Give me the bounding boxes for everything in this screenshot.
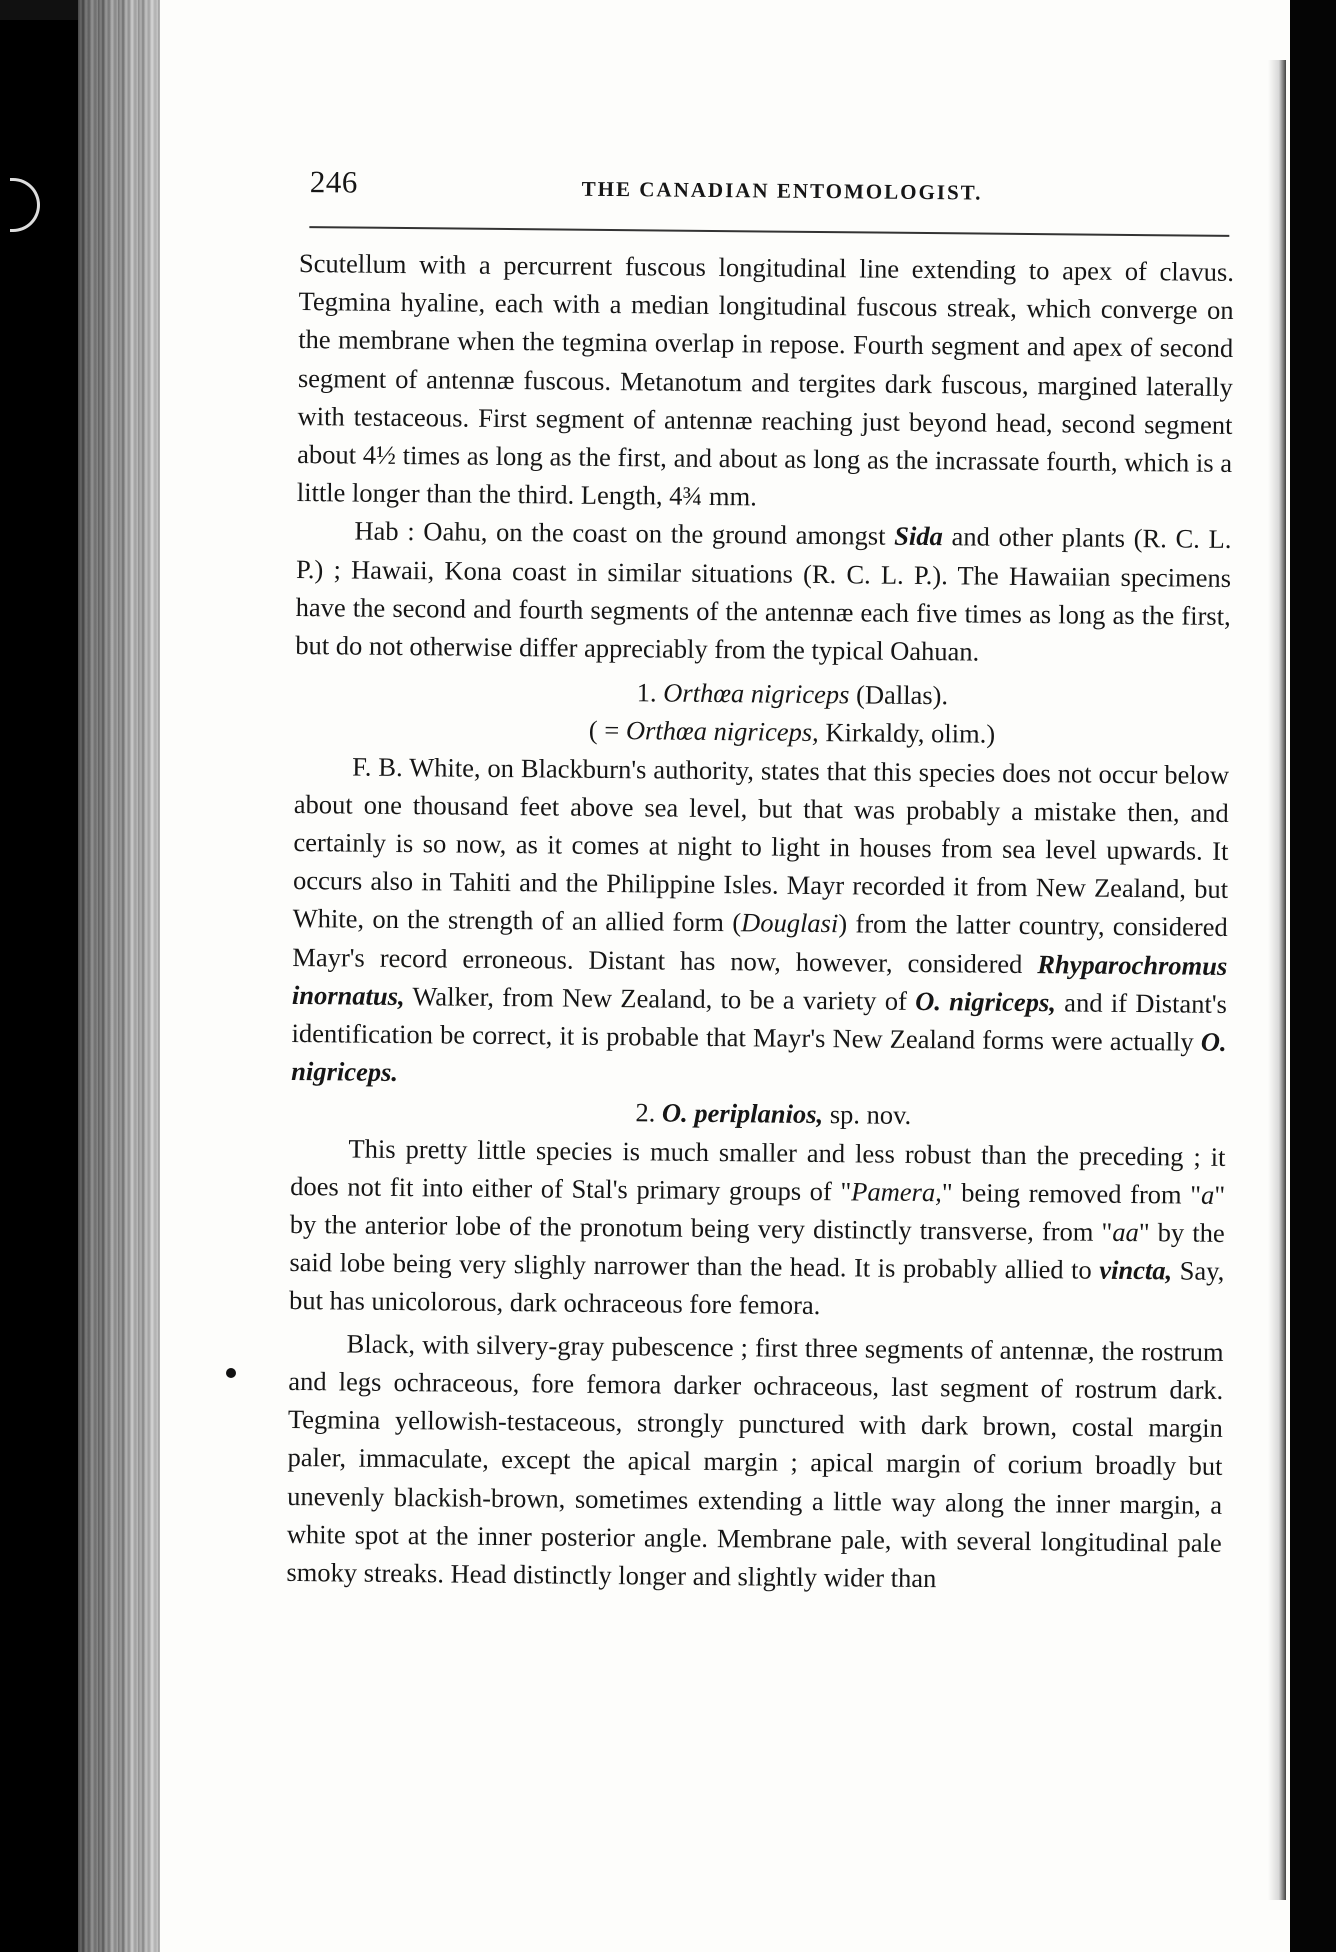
species-number: 2.	[635, 1097, 663, 1128]
paragraph-text: " being removed from "	[941, 1177, 1202, 1210]
taxon-name: Rhyparochromus inornatus,	[291, 948, 1228, 1011]
page-edge-shadow	[1268, 60, 1286, 1900]
paragraph-text: ) from the latter country, considered Mayr's record erroneous. Distant has now, however, considered	[292, 908, 1228, 979]
taxon-status: sp. nov.	[823, 1099, 912, 1131]
taxon-name: O. periplanios,	[661, 1097, 824, 1130]
taxon-name: vincta,	[1099, 1255, 1173, 1286]
taxon-name: Orthœa nigriceps,	[625, 715, 819, 748]
synonym-prefix: ( =	[588, 715, 627, 746]
taxon-name: Pamera,	[851, 1176, 942, 1208]
taxon-name: Douglasi	[740, 907, 839, 939]
paragraph-habitat	[295, 511, 1231, 673]
paragraph-text: Walker, from New Zealand, to be a variety of	[404, 980, 916, 1016]
scan-right-border	[1290, 0, 1336, 1952]
page-text	[286, 160, 1235, 1600]
margin-dot	[226, 1368, 236, 1378]
paragraph-text: " by the anterior lobe of the pronotum being very distinctly transverse, from "	[289, 1179, 1226, 1247]
margin-mark	[10, 178, 40, 232]
page-header	[300, 160, 1235, 213]
gutter-shadow	[78, 0, 164, 1952]
paragraph-text: Scutellum with a percurrent fuscous longitudinal line extending to apex of clavus. Tegmina hyaline, each with a median longitudinal fuscous streak, which converge on the membrane when the tegmina overlap in repose. Fourth segment and apex of second segment of antennæ fuscous. Metanotum and tergites dark fuscous, margined laterally with testaceous. First segment of antennæ reaching just beyond head, second segment about 4½ times as long as the first, and about as long as the incrassate fourth, which is a little longer than the third. Length, 4¾ mm.	[296, 247, 1235, 512]
paragraph-description-end	[297, 244, 1235, 520]
paragraph-text: and other plants (R. C. L. P.) ; Hawaii, Kona coast in similar situations (R. C. L. P.). The Hawaiian specimens have the second and fourth segments of the antennæ each five times as long as the first, but do not otherwise differ appreciably from the typical Oahuan.	[295, 521, 1232, 667]
paragraph-text: Say, but has unicolorous, dark ochraceous fore femora.	[288, 1255, 1225, 1321]
taxon-author: (Dallas).	[849, 679, 949, 711]
taxon-name: O. nigriceps,	[915, 985, 1057, 1018]
taxon-name: Sida	[894, 521, 943, 552]
page-number: 246	[309, 164, 358, 200]
paragraph-text: and if Distant's identification be correct, it is probable that Mayr's New Zealand forms were actually	[291, 987, 1228, 1057]
synonym-author: Kirkaldy, olim.)	[818, 717, 996, 750]
paragraph-distribution	[291, 747, 1229, 1100]
taxon-name: Orthœa nigriceps	[663, 677, 850, 710]
paragraph-text: Black, with silvery-gray pubescence ; first three segments of antennæ, the rostrum and legs ochraceous, fore femora darker ochraceous, last segment of rostrum dark. Tegmina yellowish-testaceous, strongly punctured with dark brown, costal margin paler, immaculate, except the apical margin ; apical margin of corium broadly but unevenly blackish-brown, sometimes extending a little way along the inner margin, a white spot at the inner posterior angle. Membrane pale, with several longitudinal pale smoky streaks. Head distinctly longer and slightly wider than	[286, 1328, 1224, 1594]
paragraph-text: F. B. White, on Blackburn's authority, states that this species does not occur below about one thousand feet above sea level, but that was probably a mistake then, and certainly is so now, as it comes at night to light in houses from sea level upwards. It occurs also in Tahiti and the Philippine Isles. Mayr recorded it from New Zealand, but White, on the strength of an allied form (	[292, 751, 1230, 938]
running-head: THE CANADIAN ENTOMOLOGIST.	[581, 176, 983, 205]
taxon-name: O. nigriceps.	[291, 1026, 1227, 1088]
paragraph-description	[286, 1324, 1224, 1600]
paragraph-diagnosis	[289, 1129, 1226, 1329]
paragraph-text: " by the said lobe being very slighly narrower than the head. It is probably allied to	[289, 1217, 1225, 1286]
paragraph-text: This pretty little species is much smaller and less robust than the preceding ; it does not fit into either of Stal's primary groups of "	[290, 1133, 1226, 1207]
header-rule	[309, 226, 1229, 237]
paragraph-text: Hab : Oahu, on the coast on the ground amongst	[354, 515, 895, 552]
group-label: aa	[1112, 1216, 1139, 1248]
group-label: a	[1200, 1179, 1215, 1210]
species-number: 1.	[636, 677, 664, 708]
